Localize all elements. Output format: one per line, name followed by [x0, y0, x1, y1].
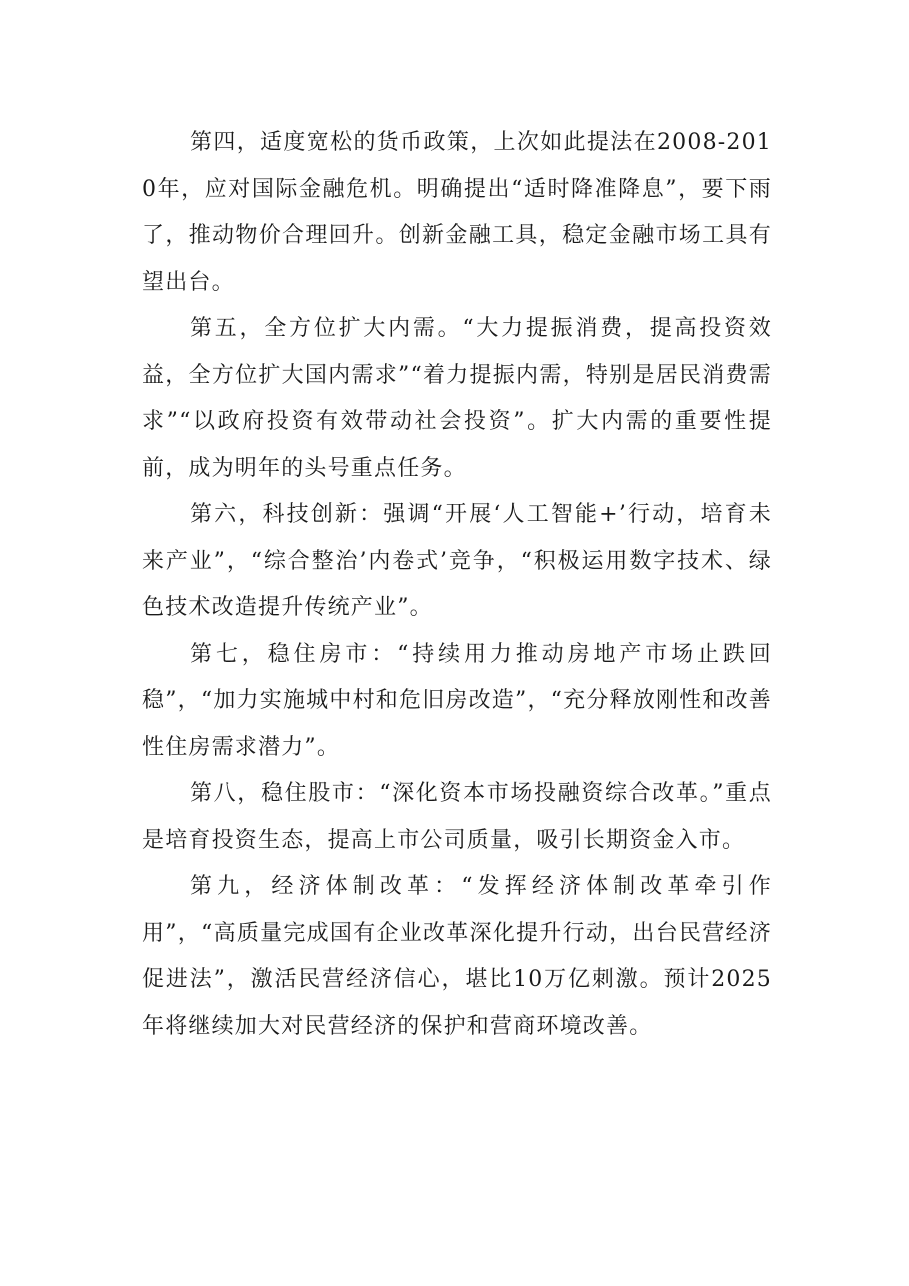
paragraph-monetary-policy: 第四，适度宽松的货币政策，上次如此提法在2008-2010年，应对国际金融危机。明确提出“适时降准降息”，要下雨了，推动物价合理回升。创新金融工具，稳定金融市场工具有望出台。	[142, 130, 772, 295]
paragraph-stock-market: 第八，稳住股市：“深化资本市场投融资综合改革。”重点是培育投资生态，提高上市公司质量，吸引长期资金入市。	[142, 781, 772, 853]
paragraph-economic-reform: 第九，经济体制改革：“发挥经济体制改革牵引作用”，“高质量完成国有企业改革深化提升行动，出台民营经济促进法”，激活民营经济信心，堪比10万亿刺激。预计2025年将继续加大对民营经济的保护和营商环境改善。	[142, 874, 772, 1039]
paragraph-domestic-demand: 第五，全方位扩大内需。“大力提振消费，提高投资效益，全方位扩大国内需求”“着力提振内需，特别是居民消费需求”“以政府投资有效带动社会投资”。扩大内需的重要性提前，成为明年的头号重点任务。	[142, 316, 772, 481]
document-body	[142, 120, 772, 1050]
paragraph-tech-innovation: 第六，科技创新：强调“开展‘人工智能+’行动，培育未来产业”，“综合整治’内卷式’竞争，“积极运用数字技术、绿色技术改造提升传统产业”。	[142, 502, 772, 620]
paragraph-housing-market: 第七，稳住房市：“持续用力推动房地产市场止跌回稳”，“加力实施城中村和危旧房改造”，“充分释放刚性和改善性住房需求潜力”。	[142, 641, 772, 760]
